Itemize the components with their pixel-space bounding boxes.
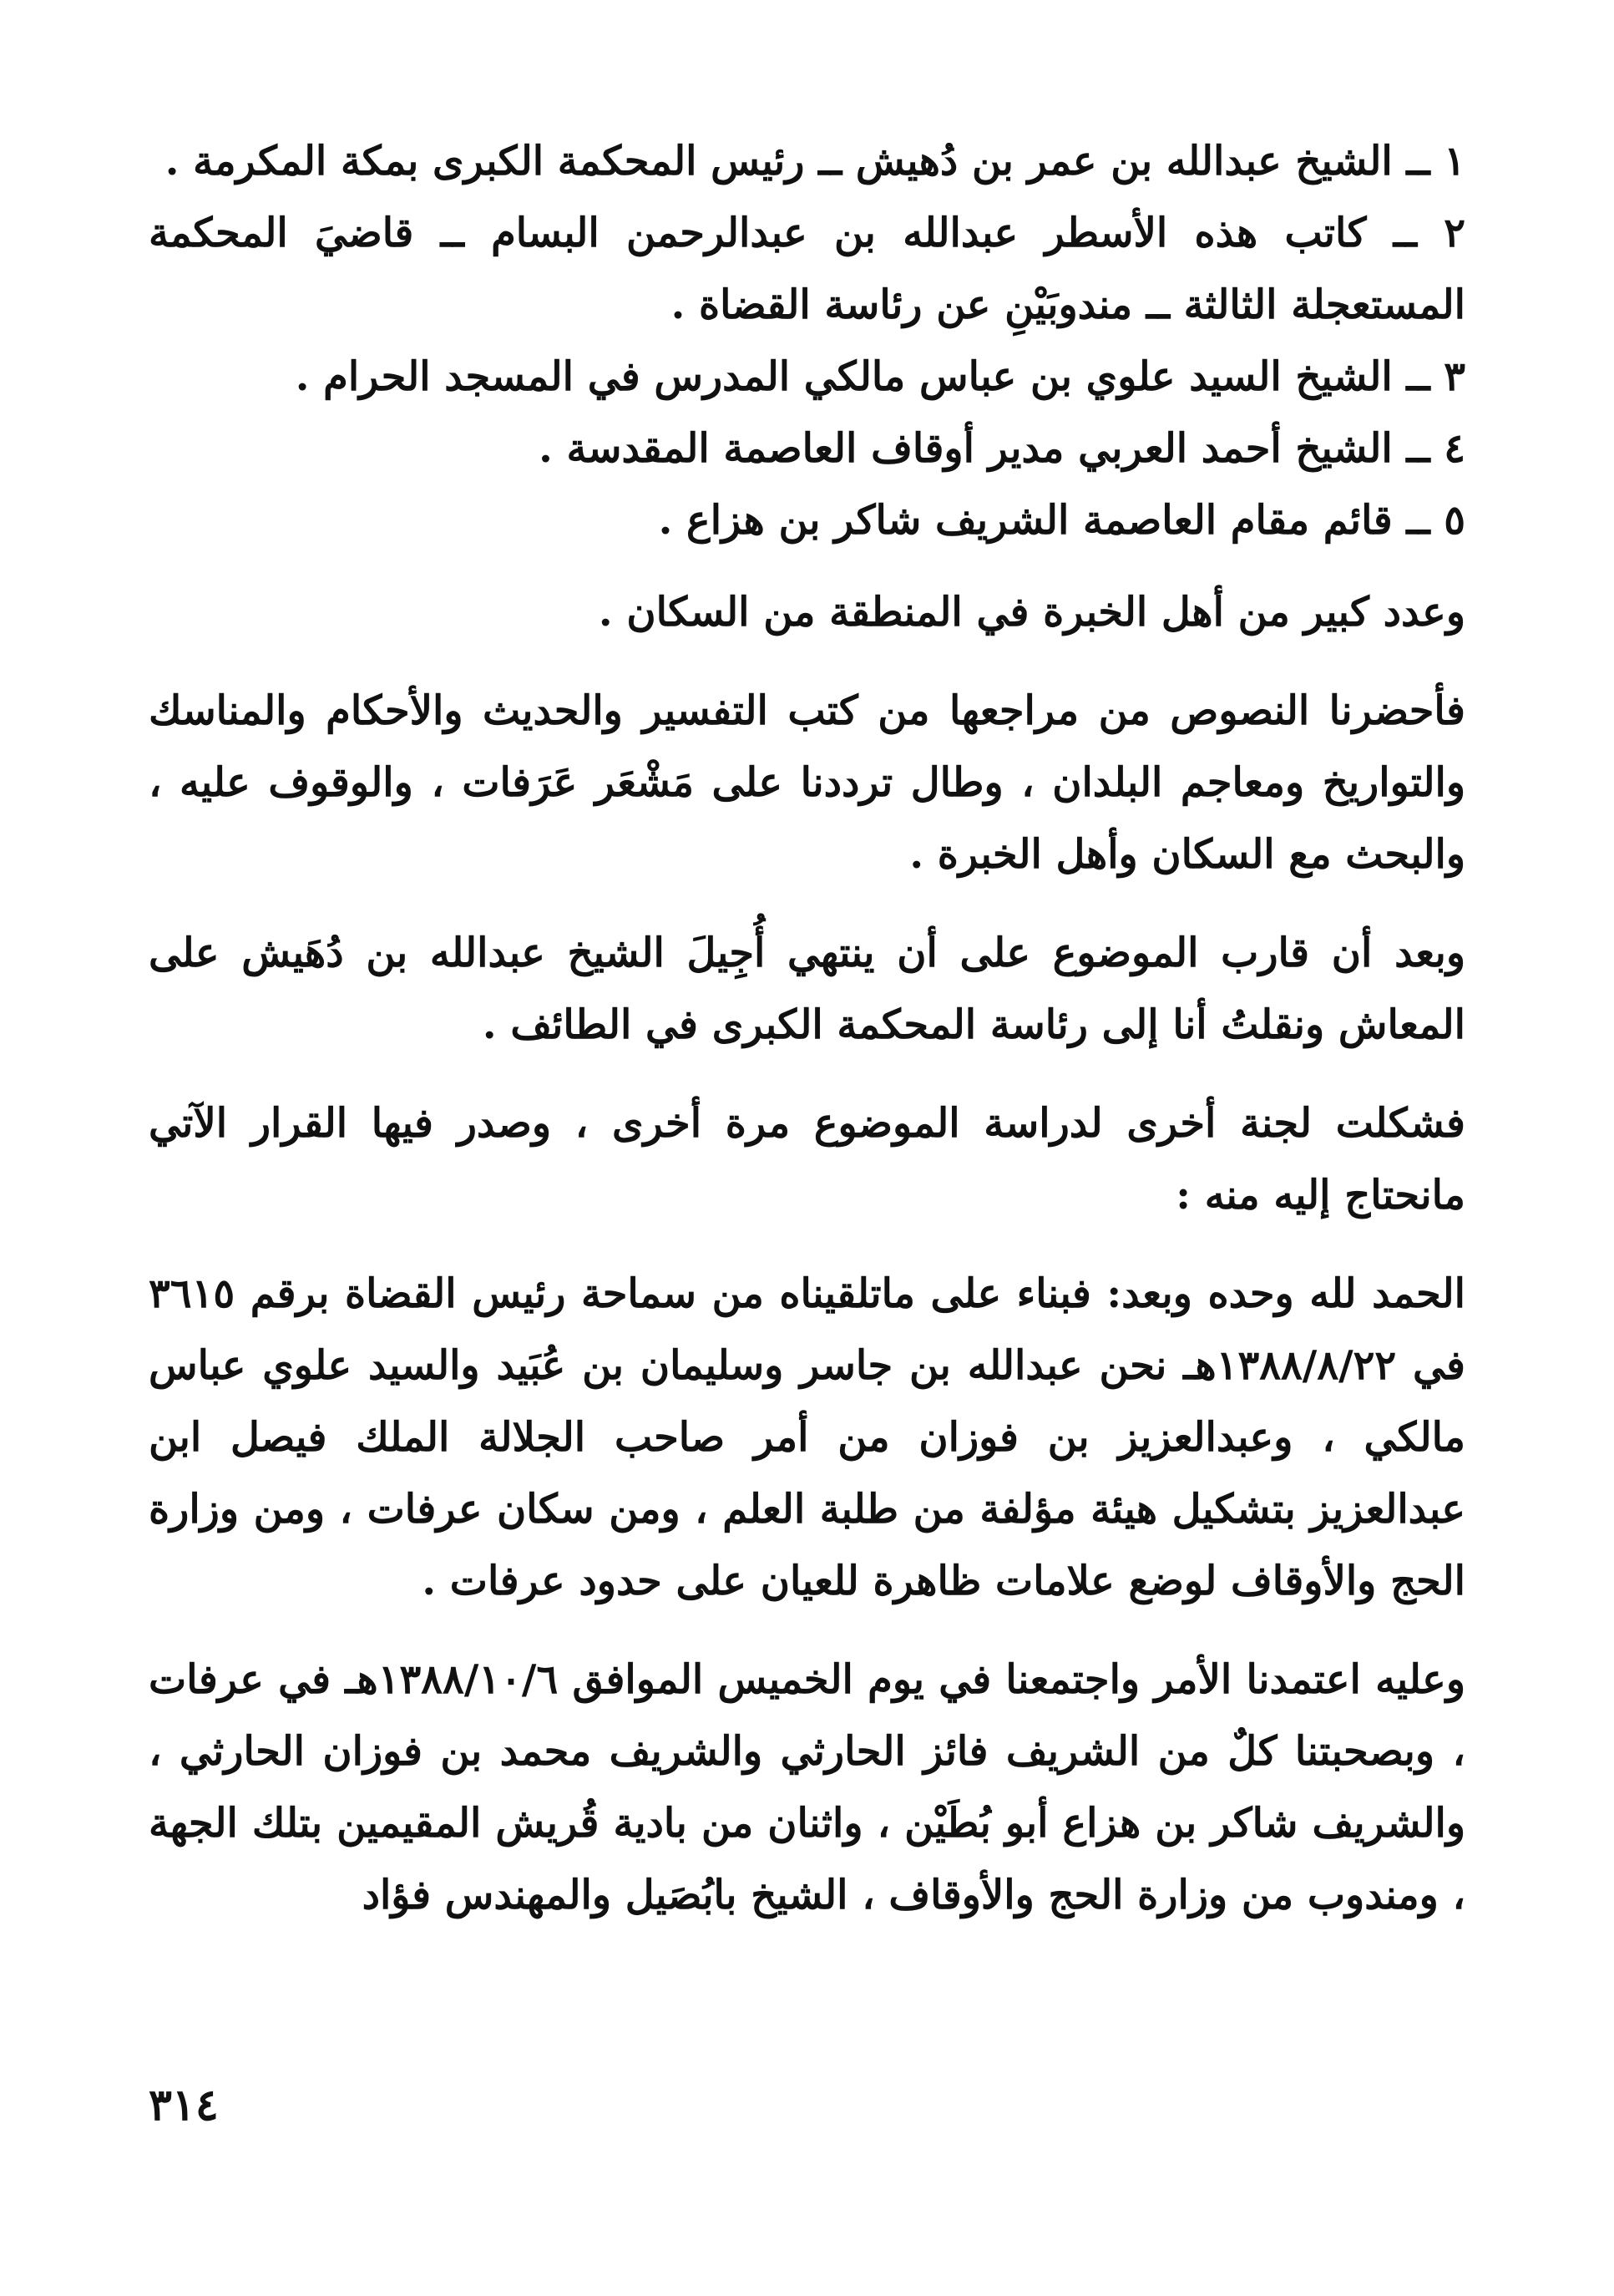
paragraph: وعليه اعتمدنا الأمر واجتمعنا في يوم الخميس الموافق ١٣٨٨/١٠/٦هـ في عرفات ، وبصحبتنا كلٌ من الشريف فائز الحارثي والشريف محمد بن فوزان الحارثي ، والشريف شاكر بن هزاع أبو بُطَيْن ، واثنان من بادية قُريش المقيمين بتلك الجهة ، ومندوب من وزارة الحج والأوقاف ، الشيخ بابُصَيل والمهندس فؤاد [149, 1656, 1466, 1918]
list-item: ٥ ــ قائم مقام العاصمة الشريف شاكر بن هزاع . [658, 497, 1465, 544]
paragraph: الحمد لله وحده وبعد: فبناء على ماتلقيناه من سماحة رئيس القضاة برقم ٣٦١٥ في ١٣٨٨/٨/٢٢هـ نحن عبدالله بن جاسر وسليمان بن عُبَيد والسيد علوي عباس مالكي ، وعبدالعزيز بن فوزان من أمر صاحب الجلالة الملك فيصل ابن عبدالعزيز بتشكيل هيئة مؤلفة من طلبة العلم ، ومن سكان عرفات ، ومن وزارة الحج والأوقاف لوضع علامات ظاهرة للعيان على حدود عرفات . [149, 1270, 1466, 1604]
list-item: ٢ ــ كاتب هذه الأسطر عبدالله بن عبدالرحمن البسام ــ قاضيَ المحكمة المستعجلة الثالثة ــ مندوبَيْنِ عن رئاسة القضاة . [149, 210, 1465, 328]
list-item: ٣ ــ الشيخ السيد علوي بن عباس مالكي المدرس في المسجد الحرام . [295, 353, 1465, 400]
paragraph: وبعد أن قارب الموضوع على أن ينتهي أُجِيلَ الشيخ عبدالله بن دُهَيش على المعاش ونقلتُ أنا إلى رئاسة المحكمة الكبرى في الطائف . [149, 930, 1465, 1048]
list-item: ١ ــ الشيخ عبدالله بن عمر بن دُهيش ــ رئيس المحكمة الكبرى بمكة المكرمة . [164, 138, 1465, 185]
list-item: ٤ ــ الشيخ أحمد العربي مدير أوقاف العاصمة المقدسة . [539, 425, 1465, 472]
paragraph: وعدد كبير من أهل الخبرة في المنطقة من السكان . [598, 589, 1465, 636]
page-number: ٣١٤ [149, 2080, 219, 2131]
paragraph: فأحضرنا النصوص من مراجعها من كتب التفسير والحديث والأحكام والمناسك والتواريخ ومعاجم البلدان ، وطال ترددنا على مَشْعَر عَرَفات ، والوقوف عليه ، والبحث مع السكان وأهل الخبرة . [149, 687, 1466, 878]
paragraph: فشكلت لجنة أخرى لدراسة الموضوع مرة أخرى ، وصدر فيها القرار الآتي مانحتاج إليه منه : [149, 1100, 1465, 1219]
page-body [149, 125, 1465, 1931]
